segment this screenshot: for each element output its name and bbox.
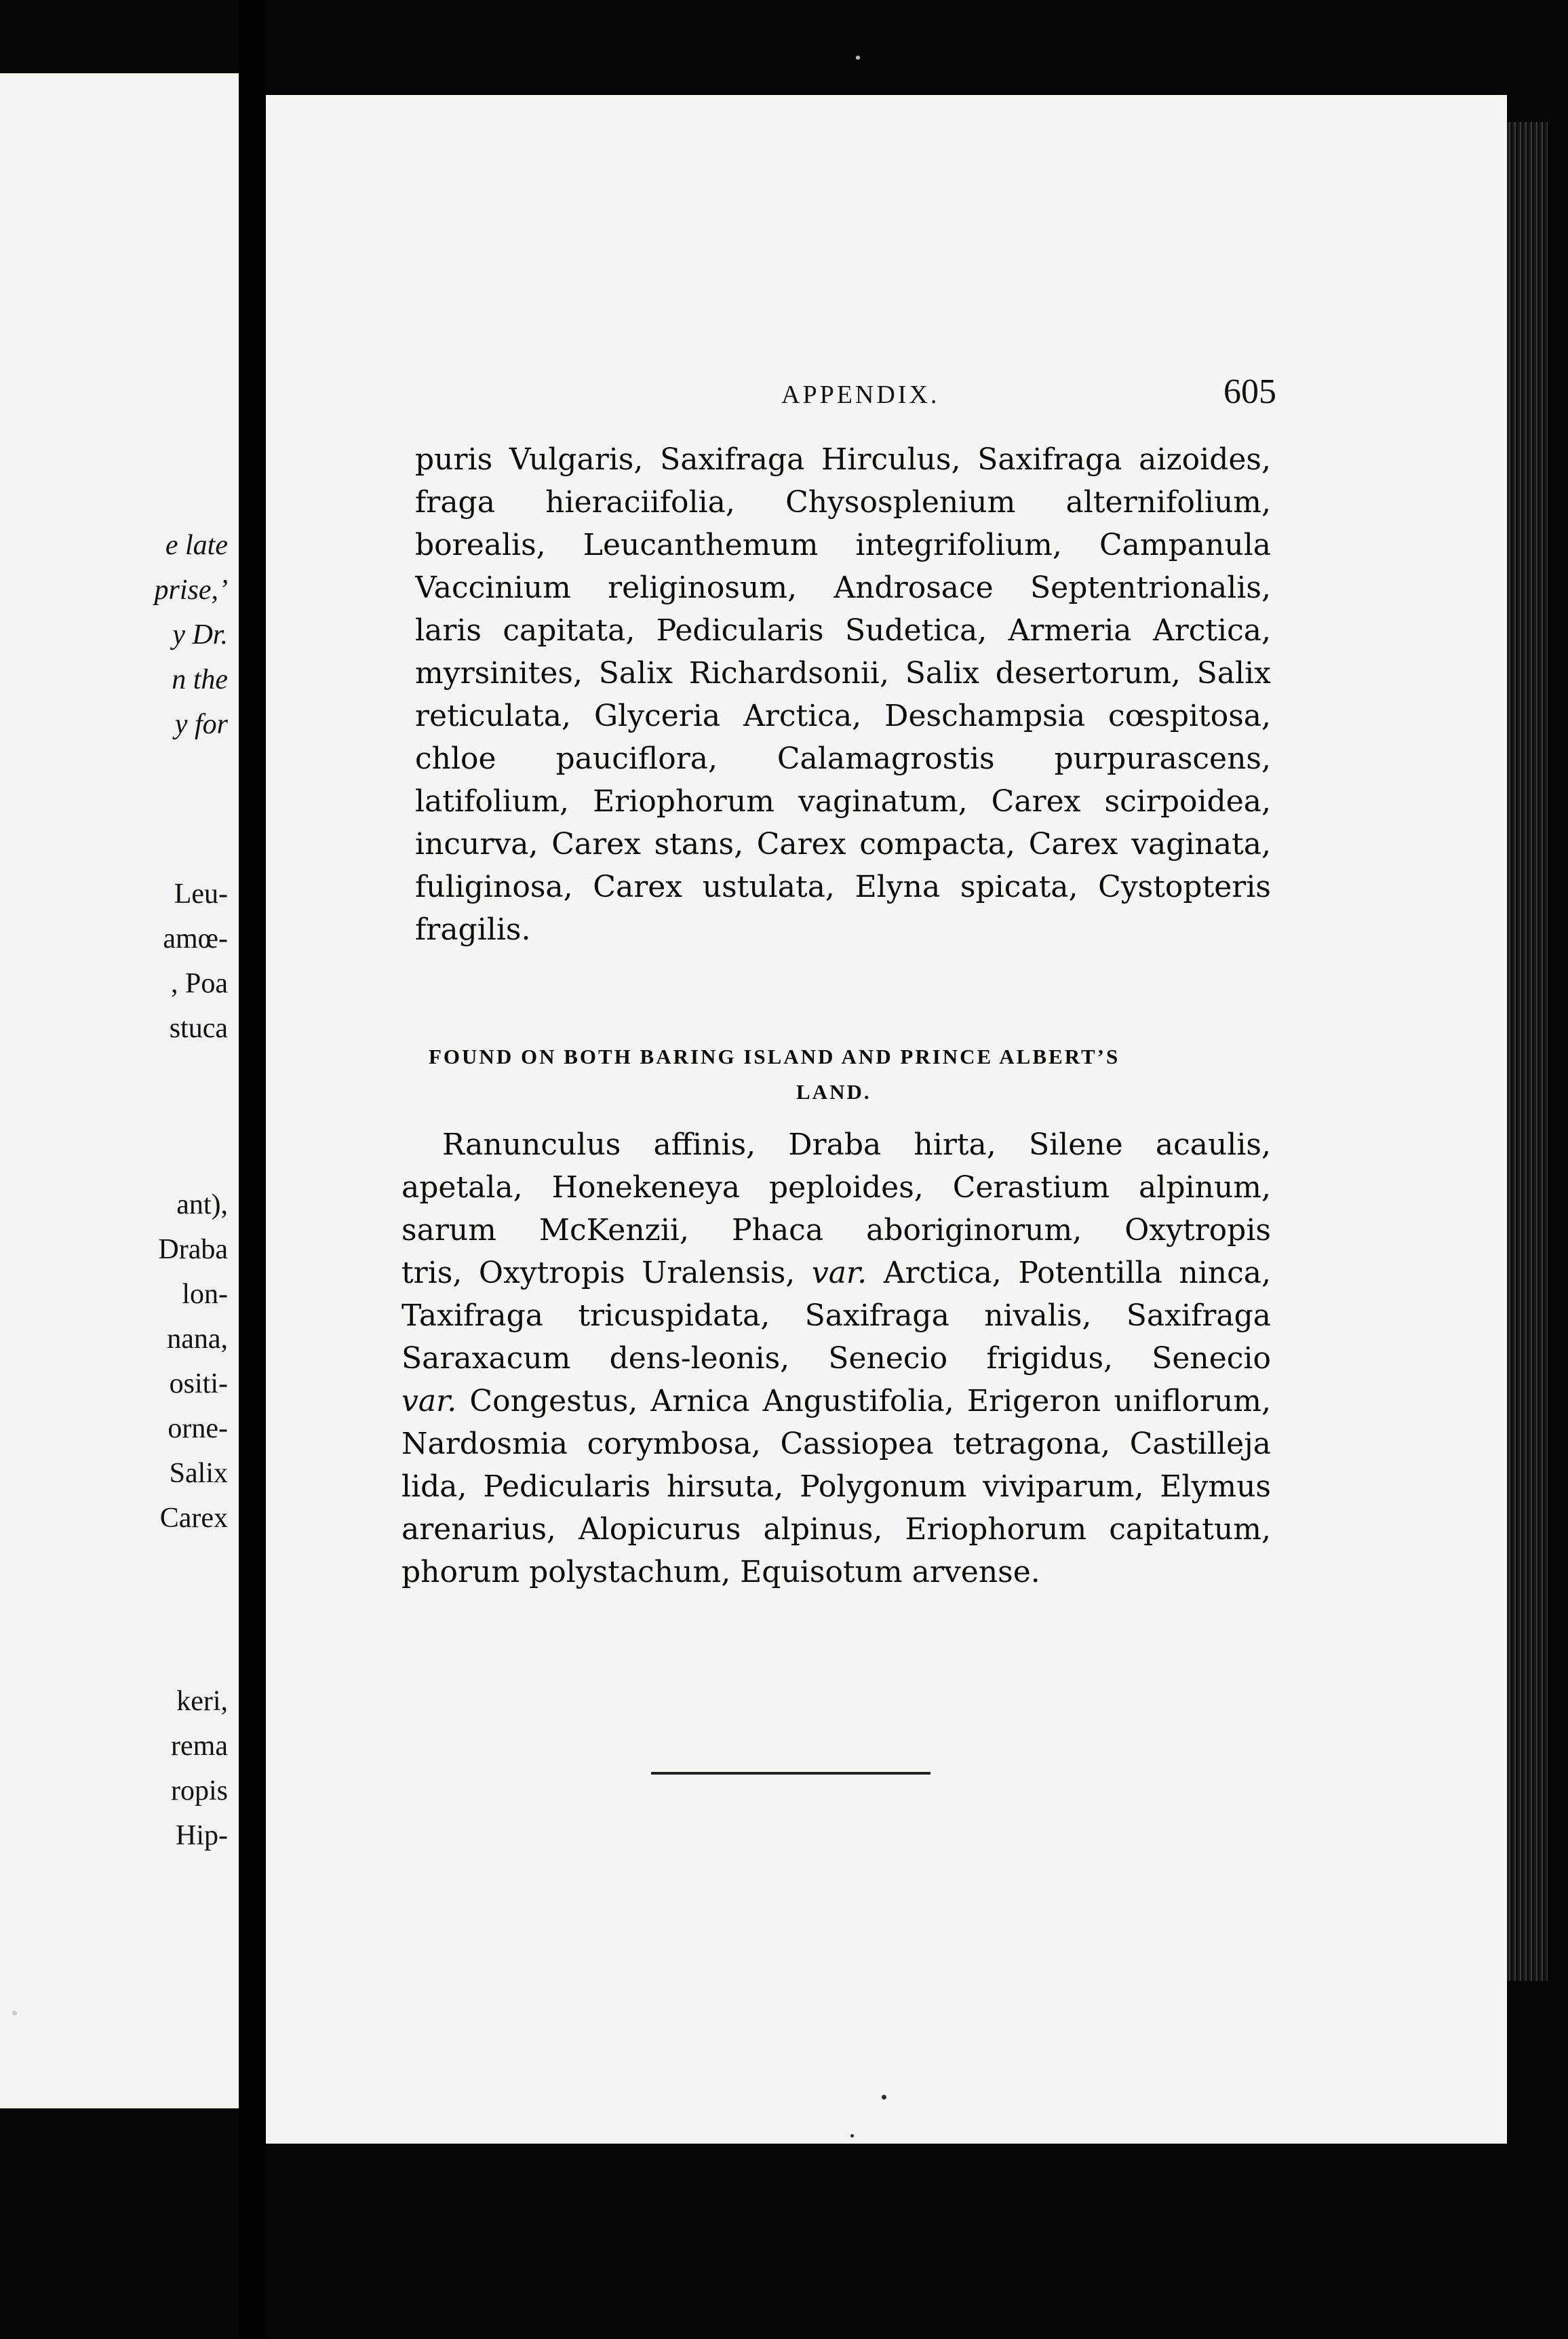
section-heading-line-2: LAND. [796, 1080, 871, 1104]
left-page-line: prise,’ [154, 575, 228, 606]
text-line: incurva, Carex stans, Carex compacta, Carex vaginata, [415, 827, 1271, 862]
text-line: phorum polystachum, Equisotum arvense. [401, 1555, 1040, 1589]
text-line: Nardosmia corymbosa, Cassiopea tetragona, Castilleja [401, 1427, 1271, 1461]
left-page-line: ant), [176, 1189, 228, 1220]
text-line: myrsinites, Salix Richardsonii, Salix desertorum, Salix [415, 656, 1271, 691]
left-page-line: amœ- [163, 923, 228, 954]
scan-speck [882, 2095, 886, 2100]
left-page-line: Salix [169, 1458, 228, 1489]
left-page-line: rema [171, 1731, 228, 1762]
text-line: Vaccinium religinosum, Androsace Septentrionalis, [415, 571, 1271, 605]
page-edges [1507, 122, 1548, 1981]
text-line: var. Congestus, Arnica Angustifolia, Erigeron uniflorum, [401, 1384, 1271, 1418]
closing-rule [651, 1772, 930, 1775]
text-line: sarum McKenzii, Phaca aboriginorum, Oxytropis [401, 1213, 1271, 1248]
text-line: Taxifraga tricuspidata, Saxifraga nivalis, Saxifraga [401, 1298, 1271, 1333]
text-line: chloe pauciflora, Calamagrostis purpurascens, [415, 741, 1271, 776]
text-line: Ranunculus affinis, Draba hirta, Silene acaulis, [442, 1127, 1271, 1162]
text-line: Saraxacum dens-leonis, Senecio frigidus, Senecio [401, 1341, 1271, 1376]
scan-speck [12, 2011, 17, 2015]
paragraph-species-list-1 [415, 440, 1271, 955]
text-line: puris Vulgaris, Saxifraga Hirculus, Saxifraga aizoides, [415, 442, 1271, 477]
left-page-line: , Poa [171, 968, 228, 999]
left-page-line: n the [172, 664, 228, 695]
left-page-line: Hip- [176, 1820, 228, 1851]
text-line: apetala, Honekeneya peploides, Cerastium alpinum, [401, 1170, 1271, 1205]
left-page-line: stuca [169, 1013, 228, 1044]
text-line: latifolium, Eriophorum vaginatum, Carex scirpoidea, [415, 784, 1271, 819]
gutter-shadow [239, 0, 266, 2339]
left-page-line: Leu- [174, 878, 228, 910]
text-line: arenarius, Alopicurus alpinus, Eriophorum capitatum, [401, 1512, 1271, 1547]
left-page-line: orne- [168, 1413, 228, 1444]
scan-speck [850, 2134, 854, 2138]
left-facing-page [0, 73, 239, 2108]
right-page [266, 95, 1507, 2144]
left-page-line: lon- [182, 1279, 228, 1310]
text-line: laris capitata, Pedicularis Sudetica, Armeria Arctica, [415, 613, 1271, 648]
text-line: reticulata, Glyceria Arctica, Deschampsia cœspitosa, [415, 699, 1271, 733]
text-line: lida, Pedicularis hirsuta, Polygonum viviparum, Elymus [401, 1469, 1271, 1504]
section-heading-line-1: FOUND ON BOTH BARING ISLAND AND PRINCE ALBERT’S [429, 1045, 1120, 1068]
left-page-line: y Dr. [172, 619, 228, 651]
left-page-line: keri, [176, 1686, 228, 1717]
left-page-line: e late [165, 530, 228, 561]
left-page-line: nana, [167, 1323, 228, 1355]
text-line: fuliginosa, Carex ustulata, Elyna spicata, Cystopteris [415, 870, 1271, 904]
page-number: 605 [1223, 372, 1276, 411]
left-page-line: Carex [159, 1503, 228, 1534]
text-line: tris, Oxytropis Uralensis, var. Arctica, Potentilla ninca, [401, 1256, 1271, 1290]
left-page-line: Draba [158, 1234, 228, 1265]
left-page-line: ropis [171, 1775, 228, 1806]
text-line: fragilis. [415, 912, 531, 947]
text-line: borealis, Leucanthemum integrifolium, Campanula [415, 528, 1271, 562]
left-page-line: y for [174, 709, 228, 740]
text-line: fraga hieraciifolia, Chysosplenium alternifolium, [415, 485, 1271, 520]
running-head: APPENDIX. [781, 381, 940, 409]
left-page-line: ositi- [169, 1368, 228, 1399]
scan-speck [856, 56, 860, 60]
paragraph-species-list-2 [401, 1125, 1271, 1600]
